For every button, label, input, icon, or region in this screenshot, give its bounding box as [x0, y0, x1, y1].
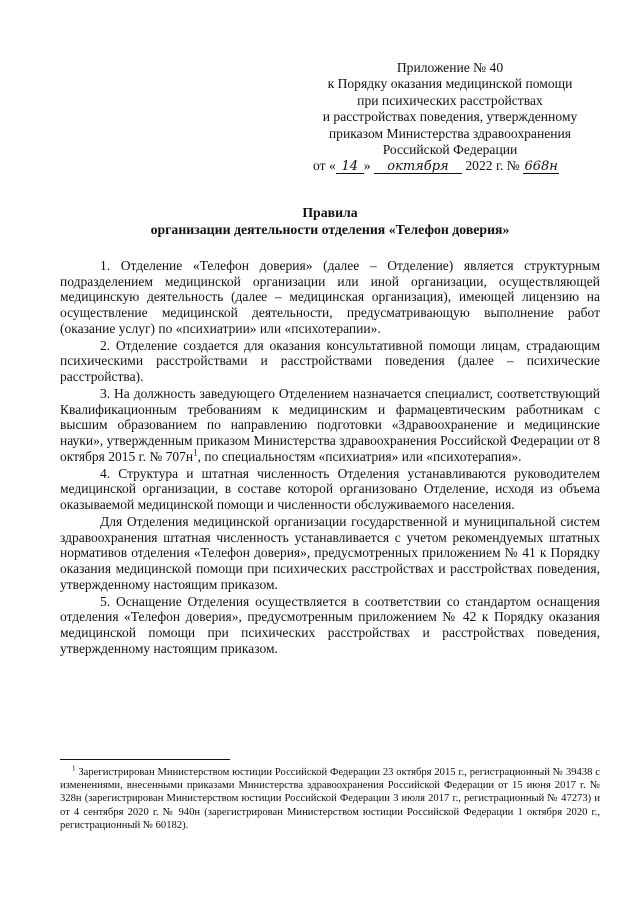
paragraph-4: 4. Структура и штатная численность Отделения устанавливаются руководителем медицинской организации, в составе которой организовано Отделение, исходя из объема оказываемой медицинской помощи и численности обслуживаемого населения. — [60, 465, 600, 513]
title-subject: организации деятельности отделения «Телефон доверия» — [150, 222, 510, 237]
appendix-line: к Порядку оказания медицинской помощи — [327, 76, 573, 92]
appendix-line: приказом Министерства здравоохранения — [328, 125, 572, 141]
paragraph-1: 1. Отделение «Телефон доверия» (далее – Отделение) является структурным подразделением медицинской организации или иной организации, осуществляющей медицинскую деятельность (далее – медицинская организация), имеющей лицензию на осуществление медицинской деятельности, предусматривающую выполнение работ (оказание услуг) по «психиатрии» или «психотерапии». — [60, 258, 600, 336]
appendix-line: при психических расстройствах — [357, 92, 543, 108]
footnote-text: Зарегистрирован Министерством юстиции Российской Федерации 23 октября 2015 г., регистрационный № 39438 с изменениями, внесенными приказами Министерства здравоохранения Российской Федерации от 15 июня 2017 г. № 328н (зарегистрирован Министерством юстиции Российской Федерации 3 июля 2017 г., регистрационный № 47273) и от 4 сентября 2020 г. № 940н (зарегистрирован Министерством юстиции Российской Федерации 1 октября 2020 г., регистрационный № 60182). — [60, 767, 600, 831]
date-prefix: от « — [313, 158, 336, 174]
appendix-line: и расстройствах поведения, утвержденному — [322, 109, 578, 125]
document-title — [60, 204, 600, 238]
title-rules: Правила — [302, 205, 358, 220]
handwritten-day: 14 — [336, 160, 364, 174]
paragraph-3 — [60, 386, 600, 465]
appendix-line: Российской Федерации — [382, 142, 518, 158]
footnote — [60, 766, 600, 832]
handwritten-order-number: 668н — [524, 159, 558, 175]
appendix-number: Приложение № 40 — [396, 60, 504, 75]
footnote-divider — [60, 759, 230, 760]
handwritten-month: октября — [374, 160, 462, 174]
date-year: 2022 г. № — [465, 158, 520, 174]
paragraph-5: 5. Оснащение Отделения осуществляется в соответствии со стандартом оснащения отделения «Телефон доверия», предусмотренным приложением № 42 к Порядку оказания медицинской помощи при психических расстройствах и расстройствах поведения, утвержденному настоящим приказом. — [60, 593, 600, 656]
date-mid: » — [363, 158, 371, 174]
document-body — [60, 258, 600, 658]
footnote-ref: 1 — [193, 447, 198, 458]
appendix-header — [300, 60, 600, 175]
paragraph-3-tail: , по специальностям «психиатрия» или «психотерапия». — [197, 448, 522, 464]
paragraph-4-note: Для Отделения медицинской организации государственной и муниципальной систем здравоохранения штатная численность устанавливается с учетом рекомендуемых штатных нормативов отделения «Телефон доверия», предусмотренных приложением № 41 к Порядку оказания медицинской помощи при психических расстройствах и расстройствах поведения, утвержденному настоящим приказом. — [60, 514, 600, 592]
paragraph-3-text: 3. На должность заведующего Отделением назначается специалист, соответствующий Квалификационным требованиям к медицинским и фармацевтическим работникам с высшим образованием по направлению подготовки «Здравоохранение и медицинские науки», утвержденным приказом Министерства здравоохранения Российской Федерации от 8 октября 2015 г. № 707н — [60, 386, 600, 464]
footnote-mark: 1 — [72, 764, 76, 773]
paragraph-2: 2. Отделение создается для оказания консультативной помощи лицам, страдающим психическими расстройствами и расстройствами поведения (далее – психические расстройства). — [60, 337, 600, 385]
order-date-line — [300, 158, 600, 174]
